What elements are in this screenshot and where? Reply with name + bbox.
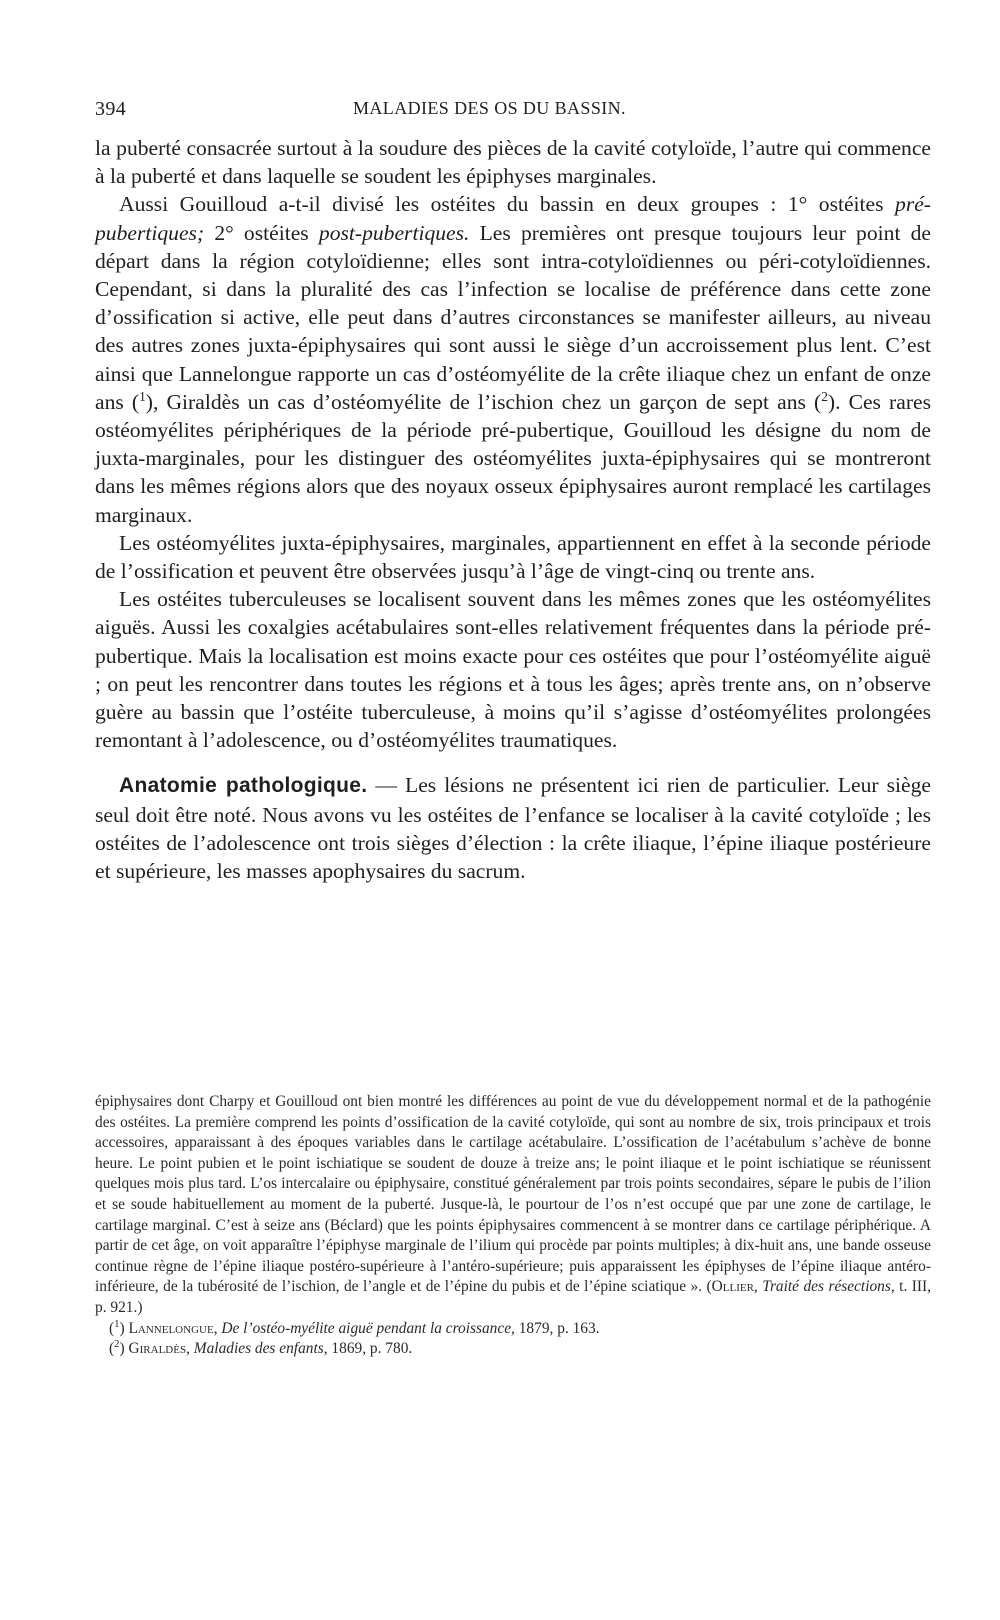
footnote-2-author: Giraldès <box>128 1340 187 1358</box>
paragraph-2-text-i: ). Ces rares ostéomyélites périphériques de la période pré-pubertique, Gouilloud les désigne du nom de juxta-marginales, pour les distinguer des ostéomyélites juxta-épiphysaires qui se montreront dans les mêmes régions alors que des noyaux osseux épiphysaires auront remplacé les cartilages marginaux. <box>95 389 932 527</box>
footnote-continued-sep: , <box>753 1278 763 1296</box>
footnote-continued-tail: , t. III, p. 921.) <box>95 1278 931 1316</box>
footnote-continued-work: Traité des résections <box>762 1278 891 1296</box>
term-pre-pubertiques: pré-pubertiques; <box>95 192 931 245</box>
footnote-2-tail: , 1869, p. 780. <box>323 1340 413 1358</box>
footnote-continued-text: épiphysaires dont Charpy et Gouilloud ont bien montré les différences au point de vue du développement normal et de la pathogénie des ostéites. La première comprend les points d’ossification de la cavité cotyloïde, qui sont au nombre de six, trois principaux et trois accessoires, apparaissant à des époques variables dans le cartilage acétabulaire. L’ossification de l’acétabulum s’achève de bonne heure. Le point pubien et le point ischiatique se soudent de douze à treize ans; le point iliaque et le point ischiatique se réunissent quelques mois plus tard. L’os intercalaire ou épiphysaire, constitué généralement par trois points secondaires, sépare le pubis de l’ilion et se soude habituellement au moment de la puberté. Jusque-là, le pourtour de l’os n’est occupé que par une zone de cartilage, le cartilage marginal. C’est à seize ans (Béclard) que les points épiphysaires commencent à se montrer dans ce cartilage périphérique. A partir de cet âge, on voit apparaître l’épiphyse marginale de l’ilium qui procède par points multiples; à dix-huit ans, une bande osseuse continue règne de l’épine iliaque postéro-supérieure à l’antéro-supérieure; puis apparaissent les épiphyses de l’épine iliaque antéro-inférieure, de la tubérosité de l’ischion, de l’angle et de l’épine du pubis et de l’épine sciatique ». ( <box>95 1093 931 1296</box>
footnotes <box>95 1092 931 1360</box>
footnote-1: ($^1$) Lannelongue, De l’ostéo-myélite aiguë pendant la croissance, 1879, p. 163. <box>109 1317 600 1337</box>
paragraph-1: la puberté consacrée surtout à la soudure des pièces de la cavité cotyloïde, l’autre qui commence à la puberté et dans laquelle se soudent les épiphyses marginales. <box>95 136 931 189</box>
section-text: — Les lésions ne présentent ici rien de particulier. Leur siège seul doit être noté. Nous avons vu les ostéites de l’enfance se localiser à la cavité cotyloïde ; les ostéites de l’adolescence ont trois sièges d’élection : la crête iliaque, l’épine iliaque postérieure et supérieure, les masses apophysaires du sacrum. <box>95 773 932 884</box>
term-post-pubertiques: post-pubertiques. <box>318 220 470 245</box>
running-title: MALADIES DES OS DU BASSIN. <box>353 98 626 118</box>
footnote-2-number: 2 <box>114 1338 120 1350</box>
paragraph-2-text-e: Les premières ont presque toujours leur point de départ dans la région cotyloïdienne; elles sont intra-cotyloïdiennes ou péri-cotyloïdiennes. Cependant, si dans la pluralité des cas l’infection se localise de préférence dans cette zone d’ossification si active, elle peut dans d’autres circonstances se manifester ailleurs, au niveau des autres zones juxta-épiphysaires qui sont aussi le siège d’un accroissement plus lent. C’est ainsi que Lannelongue rapporte un cas d’ostéomyélite de la crête iliaque chez un enfant de onze ans ( <box>95 220 931 414</box>
footnote-2: ($^2$) Giraldès, Maladies des enfants, 1869, p. 780. <box>109 1338 413 1358</box>
section-heading: Anatomie pathologique. <box>119 774 368 798</box>
footnote-1-tail: , 1879, p. 163. <box>511 1319 600 1337</box>
footnote-1-author: Lannelongue <box>128 1319 214 1337</box>
footnote-ref-2[interactable]: 2 <box>821 388 828 404</box>
footnote-2-work: Maladies des enfants <box>193 1340 324 1358</box>
main-text <box>95 134 931 885</box>
paragraph-2-text-c: 2° ostéites <box>204 220 319 245</box>
footnote-1-work: De l’ostéo-myélite aiguë pendant la croissance <box>221 1319 512 1337</box>
page-number: 394 <box>95 98 127 120</box>
footnote-1-number: 1 <box>114 1317 120 1330</box>
paragraph-2-text-a: Aussi Gouilloud a-t-il divisé les ostéites du bassin en deux groupes : 1° ostéites <box>119 192 896 217</box>
paragraph-2 <box>95 190 931 528</box>
footnote-continued-author: Ollier <box>711 1278 754 1296</box>
paragraph-2-text-g: ), Giraldès un cas d’ostéomyélite de l’ischion chez un garçon de sept ans ( <box>145 389 822 414</box>
paragraph-3: Les ostéomyélites juxta-épiphysaires, marginales, appartiennent en effet à la seconde période de l’ossification et peuvent être observées jusqu’à l’âge de vingt-cinq ou trente ans. <box>95 530 931 584</box>
paragraph-4: Les ostéites tuberculeuses se localisent souvent dans les mêmes zones que les ostéomyélites aiguës. Aussi les coxalgies acétabulaires sont-elles relativement fréquentes dans la période pré-pubertique. Mais la localisation est moins exacte pour ces ostéites que pour l’ostéomyélite aiguë ; on peut les rencontrer dans toutes les régions et à tous les âges; après trente ans, on n’observe guère au bassin que l’ostéite tuberculeuse, à moins qu’il s’agisse d’ostéomyélites prolongées remontant à l’adolescence, ou d’ostéomyélites traumatiques. <box>95 587 931 753</box>
page-header <box>95 98 935 128</box>
footnote-2-sep: , <box>186 1340 194 1358</box>
section-paragraph <box>95 771 931 885</box>
footnote-1-sep: , <box>213 1319 222 1337</box>
footnote-ref-1[interactable]: 1 <box>139 388 146 404</box>
footnote-continued <box>95 1092 931 1319</box>
